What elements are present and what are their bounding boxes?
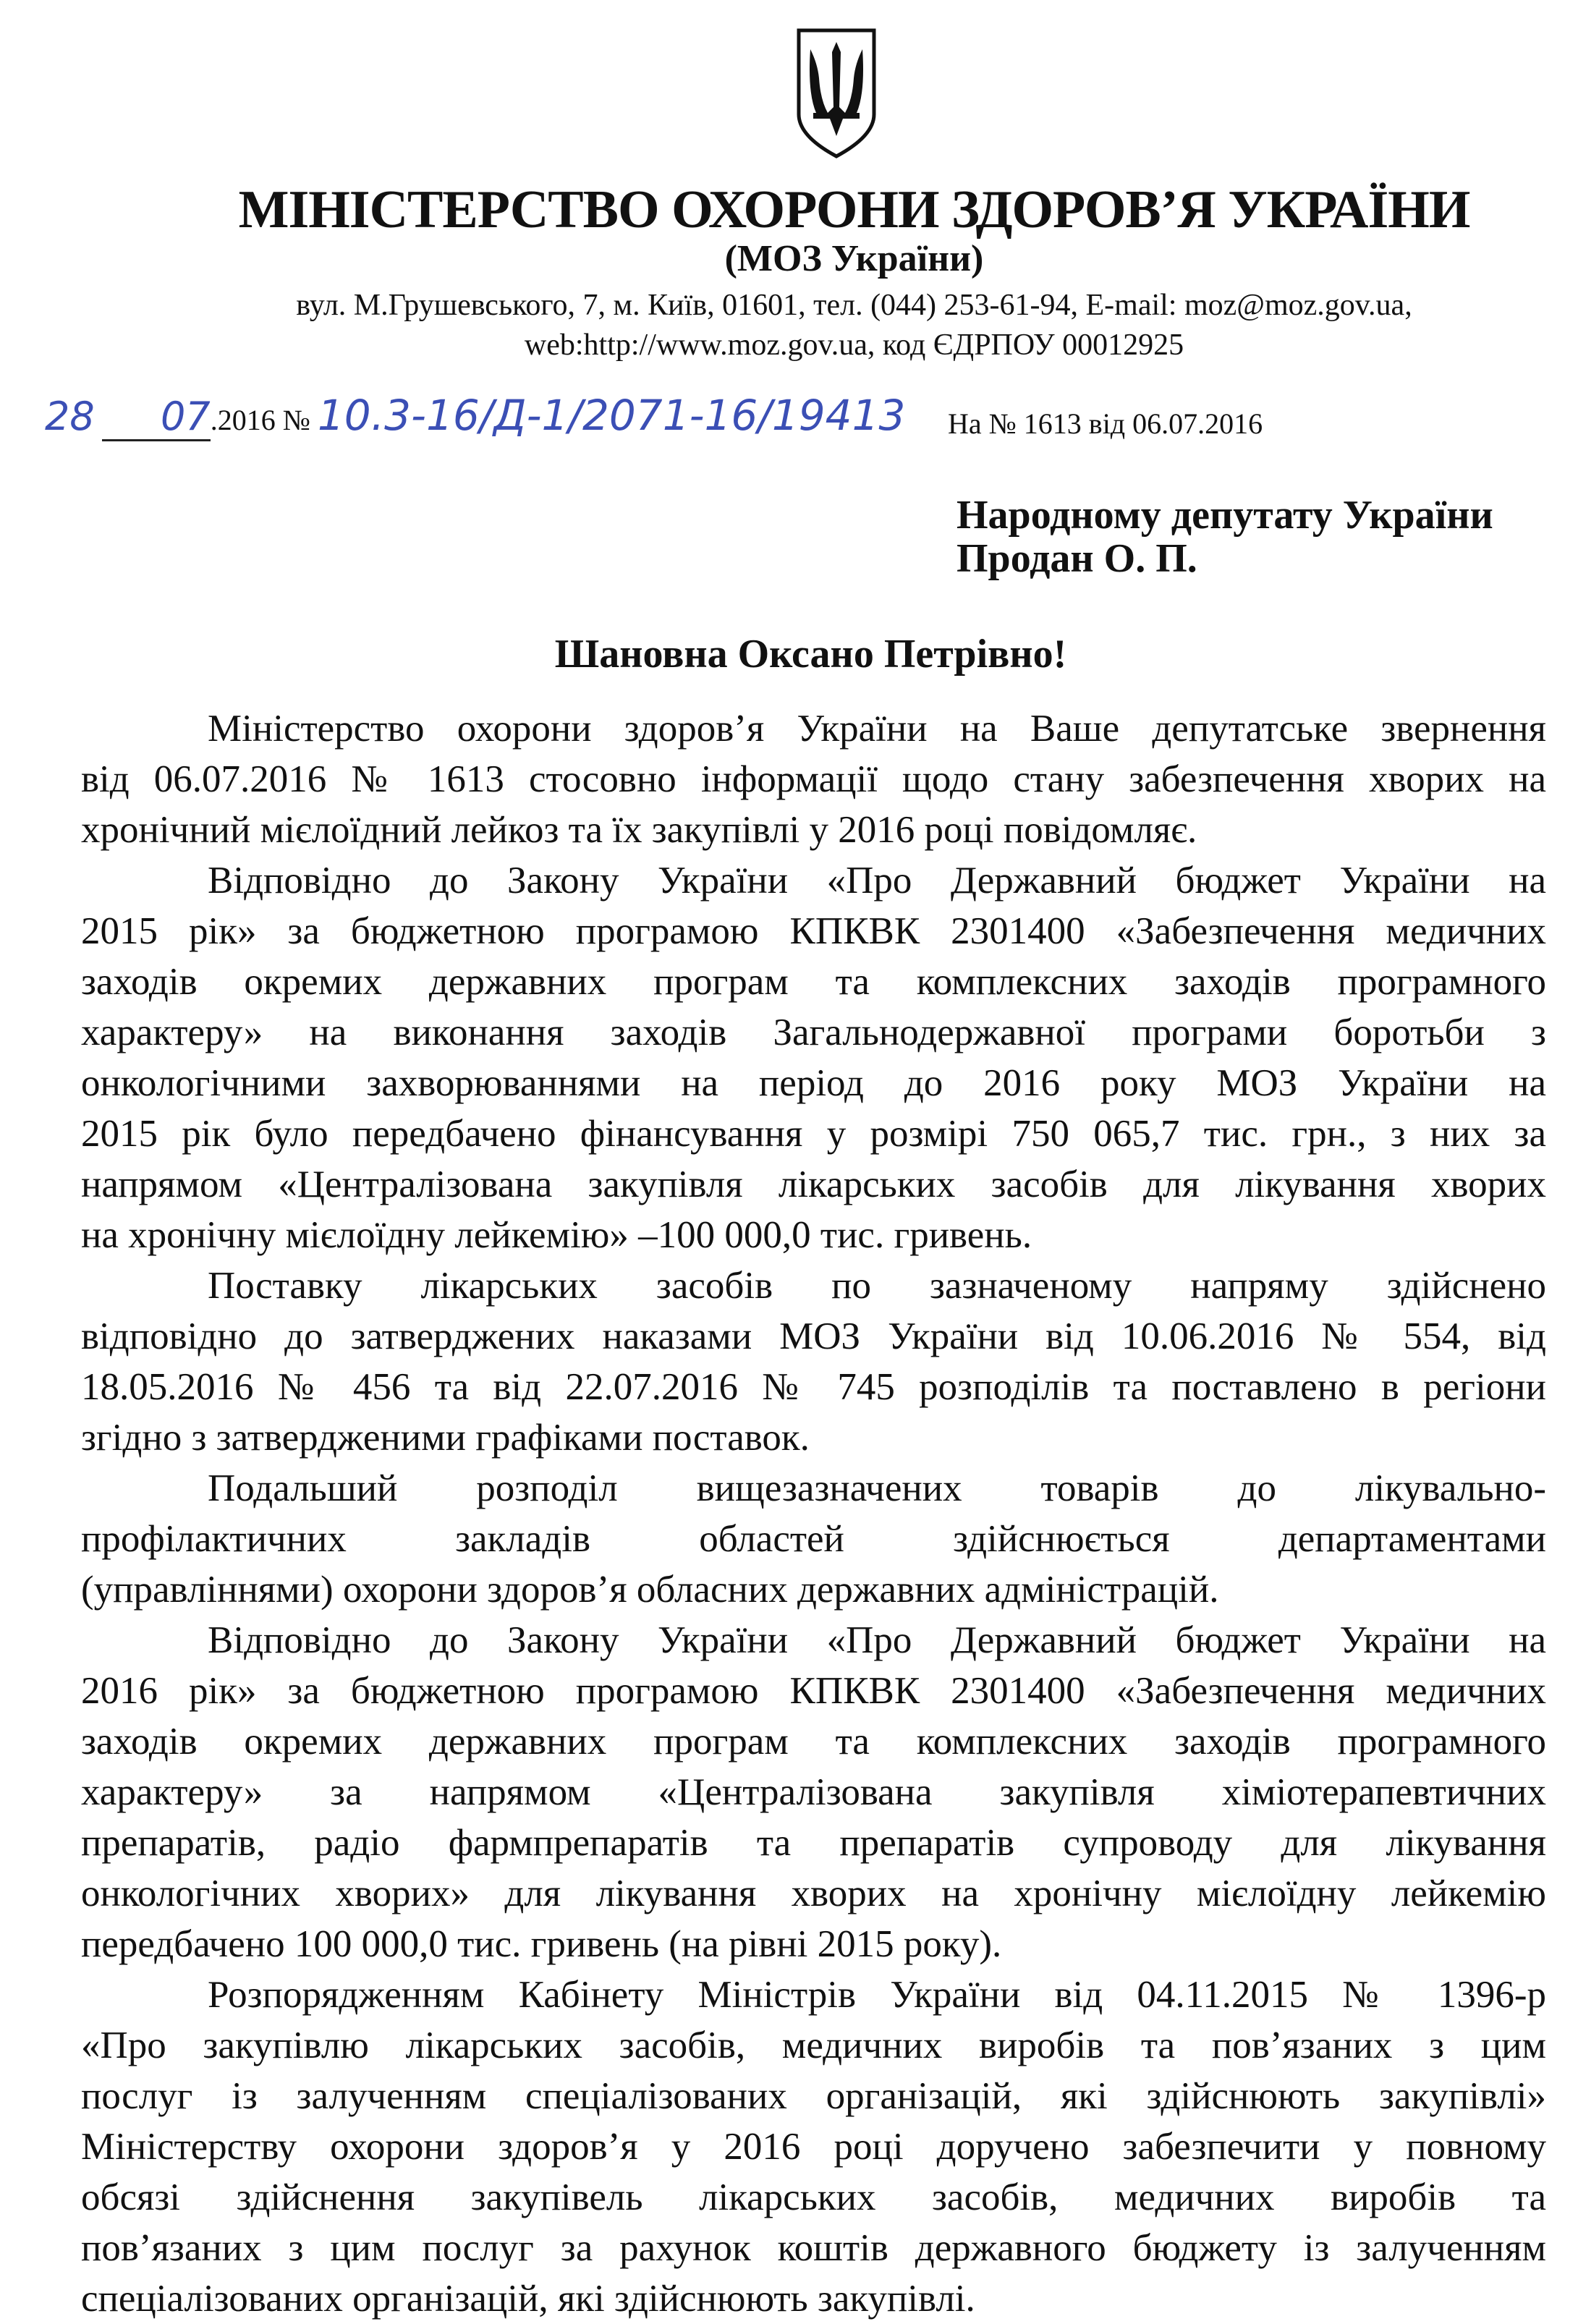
reg-day: 28 [45,394,95,439]
text-line: обсязі здійснення закупівель лікарських засобів, медичних виробів та [81,2176,1546,2218]
text-line: напрямом «Централізована закупівля лікарських засобів для лікування хворих [81,1163,1546,1205]
text-line: Подальший розподіл вищезазначених товарів до лікувально- [208,1467,1546,1509]
text-line: спеціалізованих організацій, які здійснюють закупівлі. [81,2278,975,2320]
text-line: 2015 рік» за бюджетною програмою КПКВК 2301400 «Забезпечення медичних [81,910,1546,952]
reply-reference: На № 1613 від 06.07.2016 [948,407,1263,440]
salutation: Шановна Оксано Петрівно! [554,632,1067,677]
text-line: характеру» на виконання заходів Загальнодержавної програми боротьби з [81,1012,1546,1053]
addressee-name: Продан О. П. [956,536,1197,581]
paragraph [81,855,1546,1260]
text-line: заходів окремих державних програм та комплексних заходів програмного [81,1721,1546,1763]
text-line: 18.05.2016 № 456 та від 22.07.2016 № 745 розподілів та поставлено в регіони [81,1366,1546,1408]
paragraph [81,1463,1546,1615]
text-line: Відповідно до Закону України «Про Державний бюджет України на [208,1619,1546,1661]
text-line: профілактичних закладів областей здійснюється департаментами [81,1518,1546,1560]
paragraph [81,703,1546,855]
text-line: послуг із залученням спеціалізованих організацій, які здійснюють закупівлі» [81,2075,1546,2117]
text-line: «Про закупівлю лікарських засобів, медичних виробів та пов’язаних з цим [81,2024,1546,2066]
text-line: на хронічну мієлоїдну лейкемію» –100 000,0 тис. гривень. [81,1214,1032,1256]
addressee-title: Народному депутату України [956,493,1493,538]
text-line: онкологічних хворих» для лікування хворих на хронічну мієлоїдну лейкемію [81,1873,1546,1914]
text-line: характеру» за напрямом «Централізована закупівля хіміотерапевтичних [81,1771,1546,1813]
web-code-line: web:http://www.moz.gov.ua, код ЄДРПОУ 00012925 [524,328,1184,362]
paragraph [81,1615,1546,1969]
text-line: Розпорядженням Кабінету Міністрів України від 04.11.2015 № 1396-р [208,1974,1546,2016]
text-line: Відповідно до Закону України «Про Державний бюджет України на [208,860,1546,902]
text-line: Поставку лікарських засобів по зазначеному напряму здійснено [208,1265,1546,1307]
text-line: передбачено 100 000,0 тис. гривень (на рівні 2015 року). [81,1923,1002,1965]
text-line: Міністерству охорони здоров’я у 2016 році доручено забезпечити у повному [81,2126,1546,2168]
text-line: (управліннями) охорони здоров’я обласних державних адміністрацій. [81,1569,1219,1611]
letter-body [81,703,1546,2324]
text-line: хронічний мієлоїдний лейкоз та їх закупівлі у 2016 році повідомляє. [81,809,1197,851]
text-line: 2016 рік» за бюджетною програмою КПКВК 2301400 «Забезпечення медичних [81,1670,1546,1712]
address-line: вул. М.Грушевського, 7, м. Київ, 01601, тел. (044) 253-61-94, E-mail: moz@moz.gov.ua, [296,289,1412,322]
text-line: Міністерство охорони здоров’я України на Ваше депутатське звернення [208,708,1546,750]
text-line: онкологічними захворюваннями на період до 2016 року МОЗ України на [81,1062,1546,1104]
text-line: згідно з затвердженими графіками поставок. [81,1417,810,1459]
reg-year: .2016 № [210,404,310,436]
paragraph [81,1969,1546,2324]
text-line: 2015 рік було передбачено фінансування у розмірі 750 065,7 тис. грн., з них за [81,1113,1546,1155]
registration-line [45,391,905,441]
ministry-abbreviation: (МОЗ України) [724,238,984,279]
ministry-title: МІНІСТЕРСТВО ОХОРОНИ ЗДОРОВ’Я УКРАЇНИ [238,180,1470,239]
text-line: пов’язаних з цим послуг за рахунок коштів державного бюджету із залученням [81,2227,1546,2269]
paragraph [81,1260,1546,1463]
text-line: відповідно до затверджених наказами МОЗ України від 10.06.2016 № 554, від [81,1315,1546,1357]
reg-month: 07 [102,394,211,441]
text-line: заходів окремих державних програм та комплексних заходів програмного [81,961,1546,1003]
text-line: від 06.07.2016 № 1613 стосовно інформації щодо стану забезпечення хворих на [81,758,1546,800]
reg-number: 10.3-16/Д-1/2071-16/19413 [317,391,906,440]
text-line: препаратів, радіо фармпрепаратів та препаратів супроводу для лікування [81,1822,1546,1864]
coat-of-arms-icon [794,27,878,159]
